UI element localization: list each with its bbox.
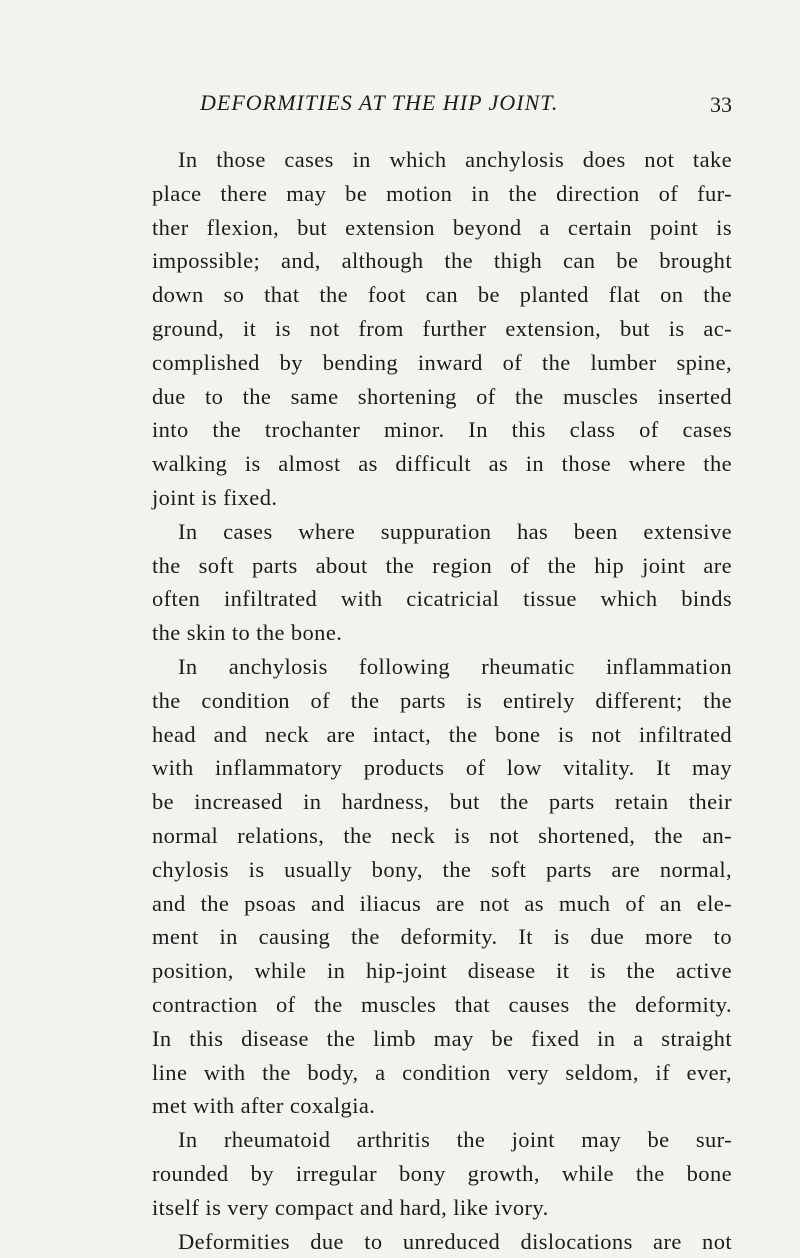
text-line: walking is almost as difficult as in those where the — [152, 447, 732, 481]
text-line: In anchylosis following rheumatic inflammation — [152, 650, 732, 684]
text-line: complished by bending inward of the lumber spine, — [152, 346, 732, 380]
text-line: normal relations, the neck is not shortened, the an- — [152, 819, 732, 853]
text-line: ther flexion, but extension beyond a certain point is — [152, 211, 732, 245]
page-number: 33 — [710, 92, 732, 118]
text-line: joint is fixed. — [152, 481, 732, 515]
text-line: the condition of the parts is entirely different; the — [152, 684, 732, 718]
text-line: the soft parts about the region of the hip joint are — [152, 549, 732, 583]
text-line: due to the same shortening of the muscles inserted — [152, 380, 732, 414]
text-line: with inflammatory products of low vitality. It may — [152, 751, 732, 785]
text-line: the skin to the bone. — [152, 616, 732, 650]
text-line: ground, it is not from further extension, but is ac- — [152, 312, 732, 346]
text-line: impossible; and, although the thigh can be brought — [152, 244, 732, 278]
body-text — [152, 143, 732, 1258]
text-line: head and neck are intact, the bone is not infiltrated — [152, 718, 732, 752]
text-line: met with after coxalgia. — [152, 1089, 732, 1123]
text-line: often infiltrated with cicatricial tissue which binds — [152, 582, 732, 616]
text-line: be increased in hardness, but the parts retain their — [152, 785, 732, 819]
text-line: In rheumatoid arthritis the joint may be sur- — [152, 1123, 732, 1157]
text-line: itself is very compact and hard, like ivory. — [152, 1191, 732, 1225]
text-line: and the psoas and iliacus are not as much of an ele- — [152, 887, 732, 921]
running-head: DEFORMITIES AT THE HIP JOINT. — [200, 90, 558, 116]
text-line: position, while in hip-joint disease it is the active — [152, 954, 732, 988]
text-line: In this disease the limb may be fixed in a straight — [152, 1022, 732, 1056]
text-line: line with the body, a condition very seldom, if ever, — [152, 1056, 732, 1090]
text-line: In cases where suppuration has been extensive — [152, 515, 732, 549]
text-line: ment in causing the deformity. It is due more to — [152, 920, 732, 954]
text-line: down so that the foot can be planted flat on the — [152, 278, 732, 312]
text-line: rounded by irregular bony growth, while the bone — [152, 1157, 732, 1191]
text-line: In those cases in which anchylosis does not take — [152, 143, 732, 177]
text-line: Deformities due to unreduced dislocations are not — [152, 1225, 732, 1258]
text-line: into the trochanter minor. In this class of cases — [152, 413, 732, 447]
text-line: contraction of the muscles that causes the deformity. — [152, 988, 732, 1022]
text-line: chylosis is usually bony, the soft parts are normal, — [152, 853, 732, 887]
page-header — [152, 90, 732, 124]
text-line: place there may be motion in the direction of fur- — [152, 177, 732, 211]
